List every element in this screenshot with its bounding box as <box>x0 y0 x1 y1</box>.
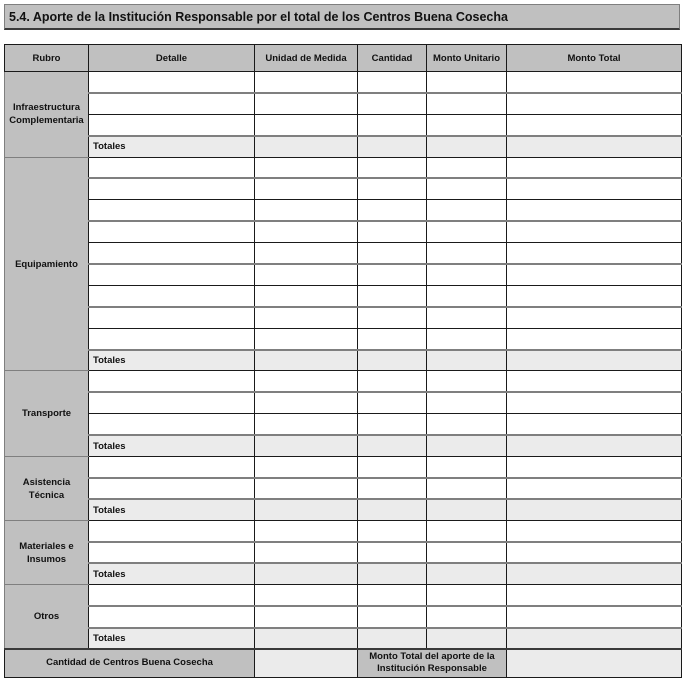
col-header-detalle: Detalle <box>89 45 255 72</box>
table-row <box>5 178 682 199</box>
totales-label: Totales <box>89 350 255 371</box>
monto-total-cell[interactable] <box>507 606 682 627</box>
unidad-cell[interactable] <box>255 606 358 627</box>
table-row <box>5 606 682 627</box>
detalle-cell[interactable] <box>89 285 255 306</box>
unidad-cell[interactable] <box>255 585 358 606</box>
monto-total-cell[interactable] <box>507 542 682 563</box>
unidad-cell[interactable] <box>255 499 358 520</box>
monto-total-cell[interactable] <box>507 264 682 285</box>
monto-unitario-cell[interactable] <box>427 606 507 627</box>
detalle-cell[interactable] <box>89 72 255 93</box>
table-row <box>5 542 682 563</box>
unidad-cell[interactable] <box>255 200 358 221</box>
cantidad-cell[interactable] <box>358 628 427 649</box>
monto-total-cell[interactable] <box>507 628 682 649</box>
monto-total-cell[interactable] <box>507 585 682 606</box>
monto-total-cell[interactable] <box>507 457 682 478</box>
unidad-cell[interactable] <box>255 521 358 542</box>
cantidad-cell[interactable] <box>358 542 427 563</box>
cantidad-cell[interactable] <box>358 371 427 392</box>
rubro-cell: Otros <box>5 585 89 649</box>
monto-total-aporte-input[interactable] <box>507 649 682 677</box>
unidad-cell[interactable] <box>255 136 358 157</box>
detalle-cell[interactable] <box>89 243 255 264</box>
monto-total-cell[interactable] <box>507 114 682 135</box>
cantidad-cell[interactable] <box>358 243 427 264</box>
cantidad-cell[interactable] <box>358 72 427 93</box>
summary-row <box>5 649 682 677</box>
monto-total-cell[interactable] <box>507 200 682 221</box>
unidad-cell[interactable] <box>255 157 358 178</box>
unidad-cell[interactable] <box>255 114 358 135</box>
monto-total-cell[interactable] <box>507 221 682 242</box>
cantidad-cell[interactable] <box>358 585 427 606</box>
unidad-cell[interactable] <box>255 392 358 413</box>
unidad-cell[interactable] <box>255 93 358 114</box>
monto-total-cell[interactable] <box>507 93 682 114</box>
unidad-cell[interactable] <box>255 72 358 93</box>
col-header-unidad: Unidad de Medida <box>255 45 358 72</box>
monto-unitario-cell[interactable] <box>427 542 507 563</box>
detalle-cell[interactable] <box>89 371 255 392</box>
monto-total-cell[interactable] <box>507 478 682 499</box>
detalle-cell[interactable] <box>89 542 255 563</box>
monto-total-cell[interactable] <box>507 307 682 328</box>
detalle-cell[interactable] <box>89 392 255 413</box>
monto-unitario-cell[interactable] <box>427 478 507 499</box>
detalle-cell[interactable] <box>89 93 255 114</box>
monto-unitario-cell[interactable] <box>427 178 507 199</box>
cantidad-cell[interactable] <box>358 414 427 435</box>
totales-label: Totales <box>89 435 255 456</box>
unidad-cell[interactable] <box>255 350 358 371</box>
detalle-cell[interactable] <box>89 328 255 349</box>
monto-unitario-cell[interactable] <box>427 628 507 649</box>
monto-unitario-cell[interactable] <box>427 585 507 606</box>
monto-total-cell[interactable] <box>507 178 682 199</box>
monto-unitario-cell[interactable] <box>427 499 507 520</box>
cantidad-cell[interactable] <box>358 478 427 499</box>
detalle-cell[interactable] <box>89 457 255 478</box>
table-row <box>5 307 682 328</box>
detalle-cell[interactable] <box>89 478 255 499</box>
monto-total-cell[interactable] <box>507 499 682 520</box>
unidad-cell[interactable] <box>255 307 358 328</box>
cantidad-centros-input[interactable] <box>255 649 358 677</box>
col-header-monto-unitario: Monto Unitario <box>427 45 507 72</box>
monto-total-cell[interactable] <box>507 285 682 306</box>
monto-unitario-cell[interactable] <box>427 200 507 221</box>
table-row <box>5 371 682 392</box>
header-row <box>5 45 682 72</box>
monto-unitario-cell[interactable] <box>427 371 507 392</box>
monto-unitario-cell[interactable] <box>427 328 507 349</box>
monto-total-cell[interactable] <box>507 435 682 456</box>
monto-total-cell[interactable] <box>507 371 682 392</box>
totals-row <box>5 435 682 456</box>
monto-unitario-cell[interactable] <box>427 93 507 114</box>
totales-label: Totales <box>89 563 255 584</box>
cantidad-cell[interactable] <box>358 350 427 371</box>
detalle-cell[interactable] <box>89 521 255 542</box>
table-row <box>5 521 682 542</box>
cantidad-cell[interactable] <box>358 221 427 242</box>
detalle-cell[interactable] <box>89 307 255 328</box>
unidad-cell[interactable] <box>255 628 358 649</box>
cantidad-cell[interactable] <box>358 200 427 221</box>
table-row <box>5 93 682 114</box>
cantidad-cell[interactable] <box>358 499 427 520</box>
monto-unitario-cell[interactable] <box>427 350 507 371</box>
unidad-cell[interactable] <box>255 478 358 499</box>
detalle-cell[interactable] <box>89 606 255 627</box>
totals-row <box>5 350 682 371</box>
monto-total-cell[interactable] <box>507 72 682 93</box>
cantidad-cell[interactable] <box>358 178 427 199</box>
cantidad-cell[interactable] <box>358 457 427 478</box>
monto-unitario-cell[interactable] <box>427 136 507 157</box>
table-row <box>5 414 682 435</box>
table-row <box>5 200 682 221</box>
unidad-cell[interactable] <box>255 178 358 199</box>
cantidad-cell[interactable] <box>358 264 427 285</box>
monto-total-cell[interactable] <box>507 243 682 264</box>
monto-unitario-cell[interactable] <box>427 307 507 328</box>
monto-total-aporte-label: Monto Total del aporte de la Institución Responsable <box>358 649 507 677</box>
unidad-cell[interactable] <box>255 371 358 392</box>
cantidad-cell[interactable] <box>358 93 427 114</box>
monto-unitario-cell[interactable] <box>427 72 507 93</box>
monto-unitario-cell[interactable] <box>427 114 507 135</box>
table-row <box>5 457 682 478</box>
unidad-cell[interactable] <box>255 563 358 584</box>
cantidad-cell[interactable] <box>358 521 427 542</box>
rubro-cell: Equipamiento <box>5 157 89 371</box>
cantidad-centros-label: Cantidad de Centros Buena Cosecha <box>5 649 255 677</box>
detalle-cell[interactable] <box>89 114 255 135</box>
detalle-cell[interactable] <box>89 585 255 606</box>
monto-total-cell[interactable] <box>507 392 682 413</box>
monto-unitario-cell[interactable] <box>427 414 507 435</box>
col-header-monto-total: Monto Total <box>507 45 682 72</box>
cantidad-cell[interactable] <box>358 136 427 157</box>
table-row <box>5 392 682 413</box>
cantidad-cell[interactable] <box>358 563 427 584</box>
rubro-cell: Infraestructura Complementaria <box>5 72 89 158</box>
monto-total-cell[interactable] <box>507 136 682 157</box>
section-title: 5.4. Aporte de la Institución Responsable por el total de los Centros Buena Cosecha <box>4 4 680 30</box>
table-row <box>5 328 682 349</box>
monto-unitario-cell[interactable] <box>427 221 507 242</box>
monto-unitario-cell[interactable] <box>427 457 507 478</box>
totals-row <box>5 628 682 649</box>
table-row <box>5 114 682 135</box>
monto-unitario-cell[interactable] <box>427 392 507 413</box>
monto-unitario-cell[interactable] <box>427 285 507 306</box>
table-row <box>5 157 682 178</box>
detalle-cell[interactable] <box>89 178 255 199</box>
cantidad-cell[interactable] <box>358 392 427 413</box>
cantidad-cell[interactable] <box>358 307 427 328</box>
totals-row <box>5 499 682 520</box>
aporte-table <box>4 44 682 678</box>
table-row <box>5 72 682 93</box>
detalle-cell[interactable] <box>89 200 255 221</box>
monto-unitario-cell[interactable] <box>427 264 507 285</box>
table-row <box>5 285 682 306</box>
unidad-cell[interactable] <box>255 414 358 435</box>
totales-label: Totales <box>89 499 255 520</box>
table-row <box>5 585 682 606</box>
cantidad-cell[interactable] <box>358 606 427 627</box>
rubro-cell: Asistencia Técnica <box>5 457 89 521</box>
monto-total-cell[interactable] <box>507 350 682 371</box>
table-row <box>5 478 682 499</box>
monto-unitario-cell[interactable] <box>427 563 507 584</box>
cantidad-cell[interactable] <box>358 157 427 178</box>
cantidad-cell[interactable] <box>358 328 427 349</box>
totals-row <box>5 563 682 584</box>
col-header-cantidad: Cantidad <box>358 45 427 72</box>
table-row <box>5 221 682 242</box>
detalle-cell[interactable] <box>89 414 255 435</box>
rubro-cell: Transporte <box>5 371 89 457</box>
unidad-cell[interactable] <box>255 435 358 456</box>
cantidad-cell[interactable] <box>358 435 427 456</box>
detalle-cell[interactable] <box>89 221 255 242</box>
monto-unitario-cell[interactable] <box>427 157 507 178</box>
unidad-cell[interactable] <box>255 264 358 285</box>
unidad-cell[interactable] <box>255 285 358 306</box>
cantidad-cell[interactable] <box>358 285 427 306</box>
table-row <box>5 243 682 264</box>
unidad-cell[interactable] <box>255 328 358 349</box>
monto-total-cell[interactable] <box>507 157 682 178</box>
rubro-cell: Materiales e Insumos <box>5 521 89 585</box>
monto-unitario-cell[interactable] <box>427 435 507 456</box>
monto-total-cell[interactable] <box>507 521 682 542</box>
monto-total-cell[interactable] <box>507 563 682 584</box>
unidad-cell[interactable] <box>255 542 358 563</box>
unidad-cell[interactable] <box>255 457 358 478</box>
unidad-cell[interactable] <box>255 243 358 264</box>
detalle-cell[interactable] <box>89 157 255 178</box>
totals-row <box>5 136 682 157</box>
monto-unitario-cell[interactable] <box>427 521 507 542</box>
detalle-cell[interactable] <box>89 264 255 285</box>
totales-label: Totales <box>89 628 255 649</box>
unidad-cell[interactable] <box>255 221 358 242</box>
col-header-rubro: Rubro <box>5 45 89 72</box>
monto-unitario-cell[interactable] <box>427 243 507 264</box>
monto-total-cell[interactable] <box>507 328 682 349</box>
table-row <box>5 264 682 285</box>
cantidad-cell[interactable] <box>358 114 427 135</box>
monto-total-cell[interactable] <box>507 414 682 435</box>
totales-label: Totales <box>89 136 255 157</box>
